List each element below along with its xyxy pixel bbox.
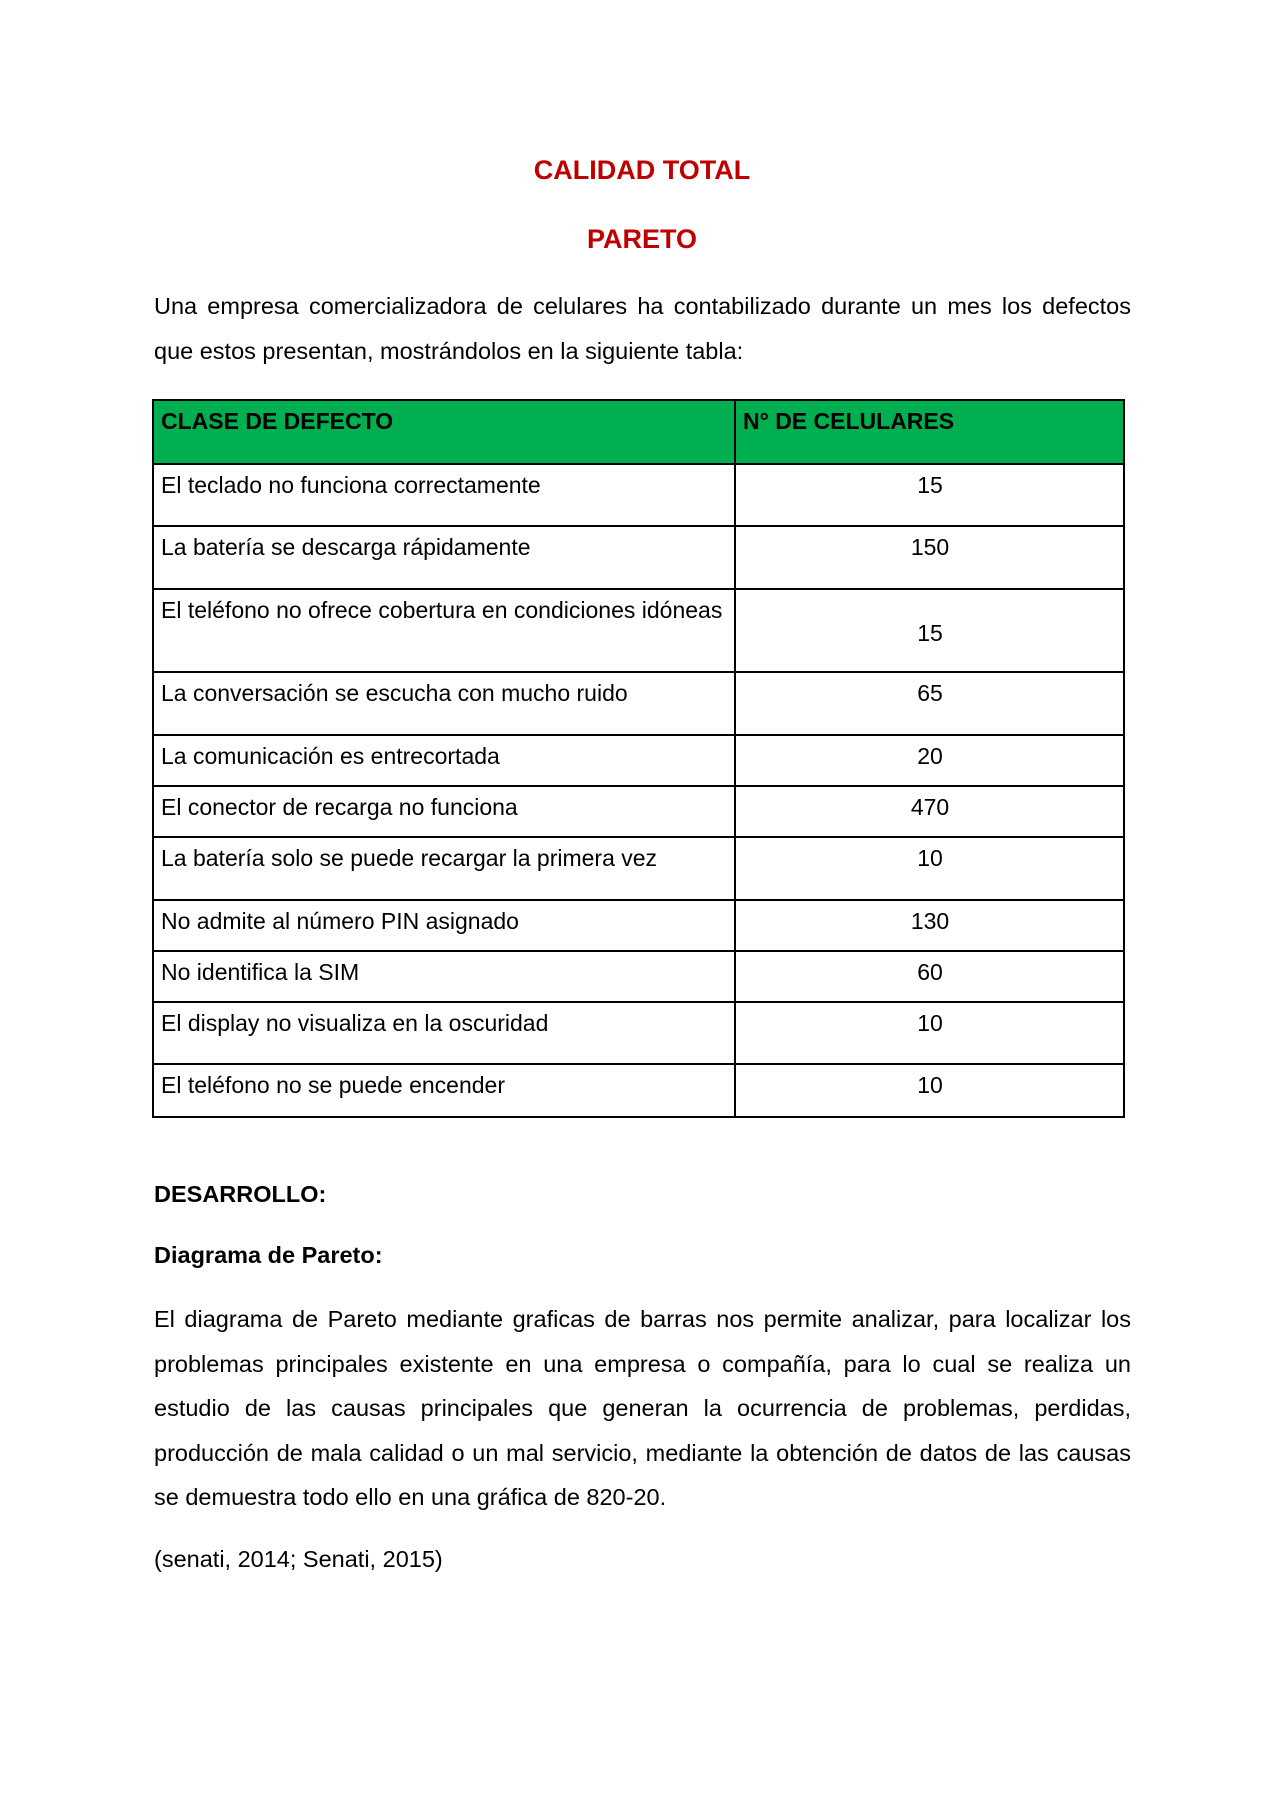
phone-count-cell: 130 [735,900,1124,951]
table-header-row [153,400,1124,464]
document-subtitle: PARETO [586,224,698,254]
phone-count-cell: 470 [735,786,1124,837]
defect-class-cell: La conversación se escucha con mucho ruido [153,672,735,735]
table-row [153,672,1124,735]
body-paragraph: El diagrama de Pareto mediante graficas de barras nos permite analizar, para localizar los problemas principales existente en una empresa o compañía, para lo cual se realiza un estudio de las causas principales que generan la ocurrencia de problemas, perdidas, producción de mala calidad o un mal servicio, mediante la obtención de datos de las causas se demuestra todo ello en una gráfica de 820-20. [154,1306,1131,1511]
header-phone-count: N° DE CELULARES [735,400,1124,464]
citation: (senati, 2014; Senati, 2015) [154,1546,443,1572]
table-row [153,900,1124,951]
defect-class-cell: El teléfono no ofrece cobertura en condiciones idóneas [153,589,735,672]
phone-count-cell: 65 [735,672,1124,735]
table-row [153,1064,1124,1117]
defect-class-cell: El teclado no funciona correctamente [153,464,735,526]
header-defect-class: CLASE DE DEFECTO [153,400,735,464]
defects-table [152,399,1125,1118]
table-row [153,951,1124,1002]
defect-class-cell: La comunicación es entrecortada [153,735,735,786]
table-row [153,837,1124,900]
phone-count-cell: 15 [735,589,1124,672]
phone-count-cell: 20 [735,735,1124,786]
defect-class-cell: El teléfono no se puede encender [153,1064,735,1117]
phone-count-cell: 150 [735,526,1124,589]
defect-class-cell: La batería se descarga rápidamente [153,526,735,589]
section-heading-desarrollo: DESARROLLO: [154,1181,327,1207]
table-row [153,735,1124,786]
phone-count-cell: 10 [735,1064,1124,1117]
phone-count-cell: 60 [735,951,1124,1002]
defect-class-cell: No admite al número PIN asignado [153,900,735,951]
defect-class-cell: El display no visualiza en la oscuridad [153,1002,735,1064]
phone-count-cell: 10 [735,837,1124,900]
intro-paragraph: Una empresa comercializadora de celulares ha contabilizado durante un mes los defectos que estos presentan, mostrándolos en la siguiente tabla: [154,293,1131,364]
table-row [153,786,1124,837]
phone-count-cell: 15 [735,464,1124,526]
section-heading-diagrama: Diagrama de Pareto: [154,1242,383,1268]
table-row [153,464,1124,526]
table-row [153,526,1124,589]
table-row [153,1002,1124,1064]
defect-class-cell: El conector de recarga no funciona [153,786,735,837]
table-row [153,589,1124,672]
defect-class-cell: La batería solo se puede recargar la primera vez [153,837,735,900]
defect-class-cell: No identifica la SIM [153,951,735,1002]
phone-count-cell: 10 [735,1002,1124,1064]
document-title: CALIDAD TOTAL [533,155,751,185]
